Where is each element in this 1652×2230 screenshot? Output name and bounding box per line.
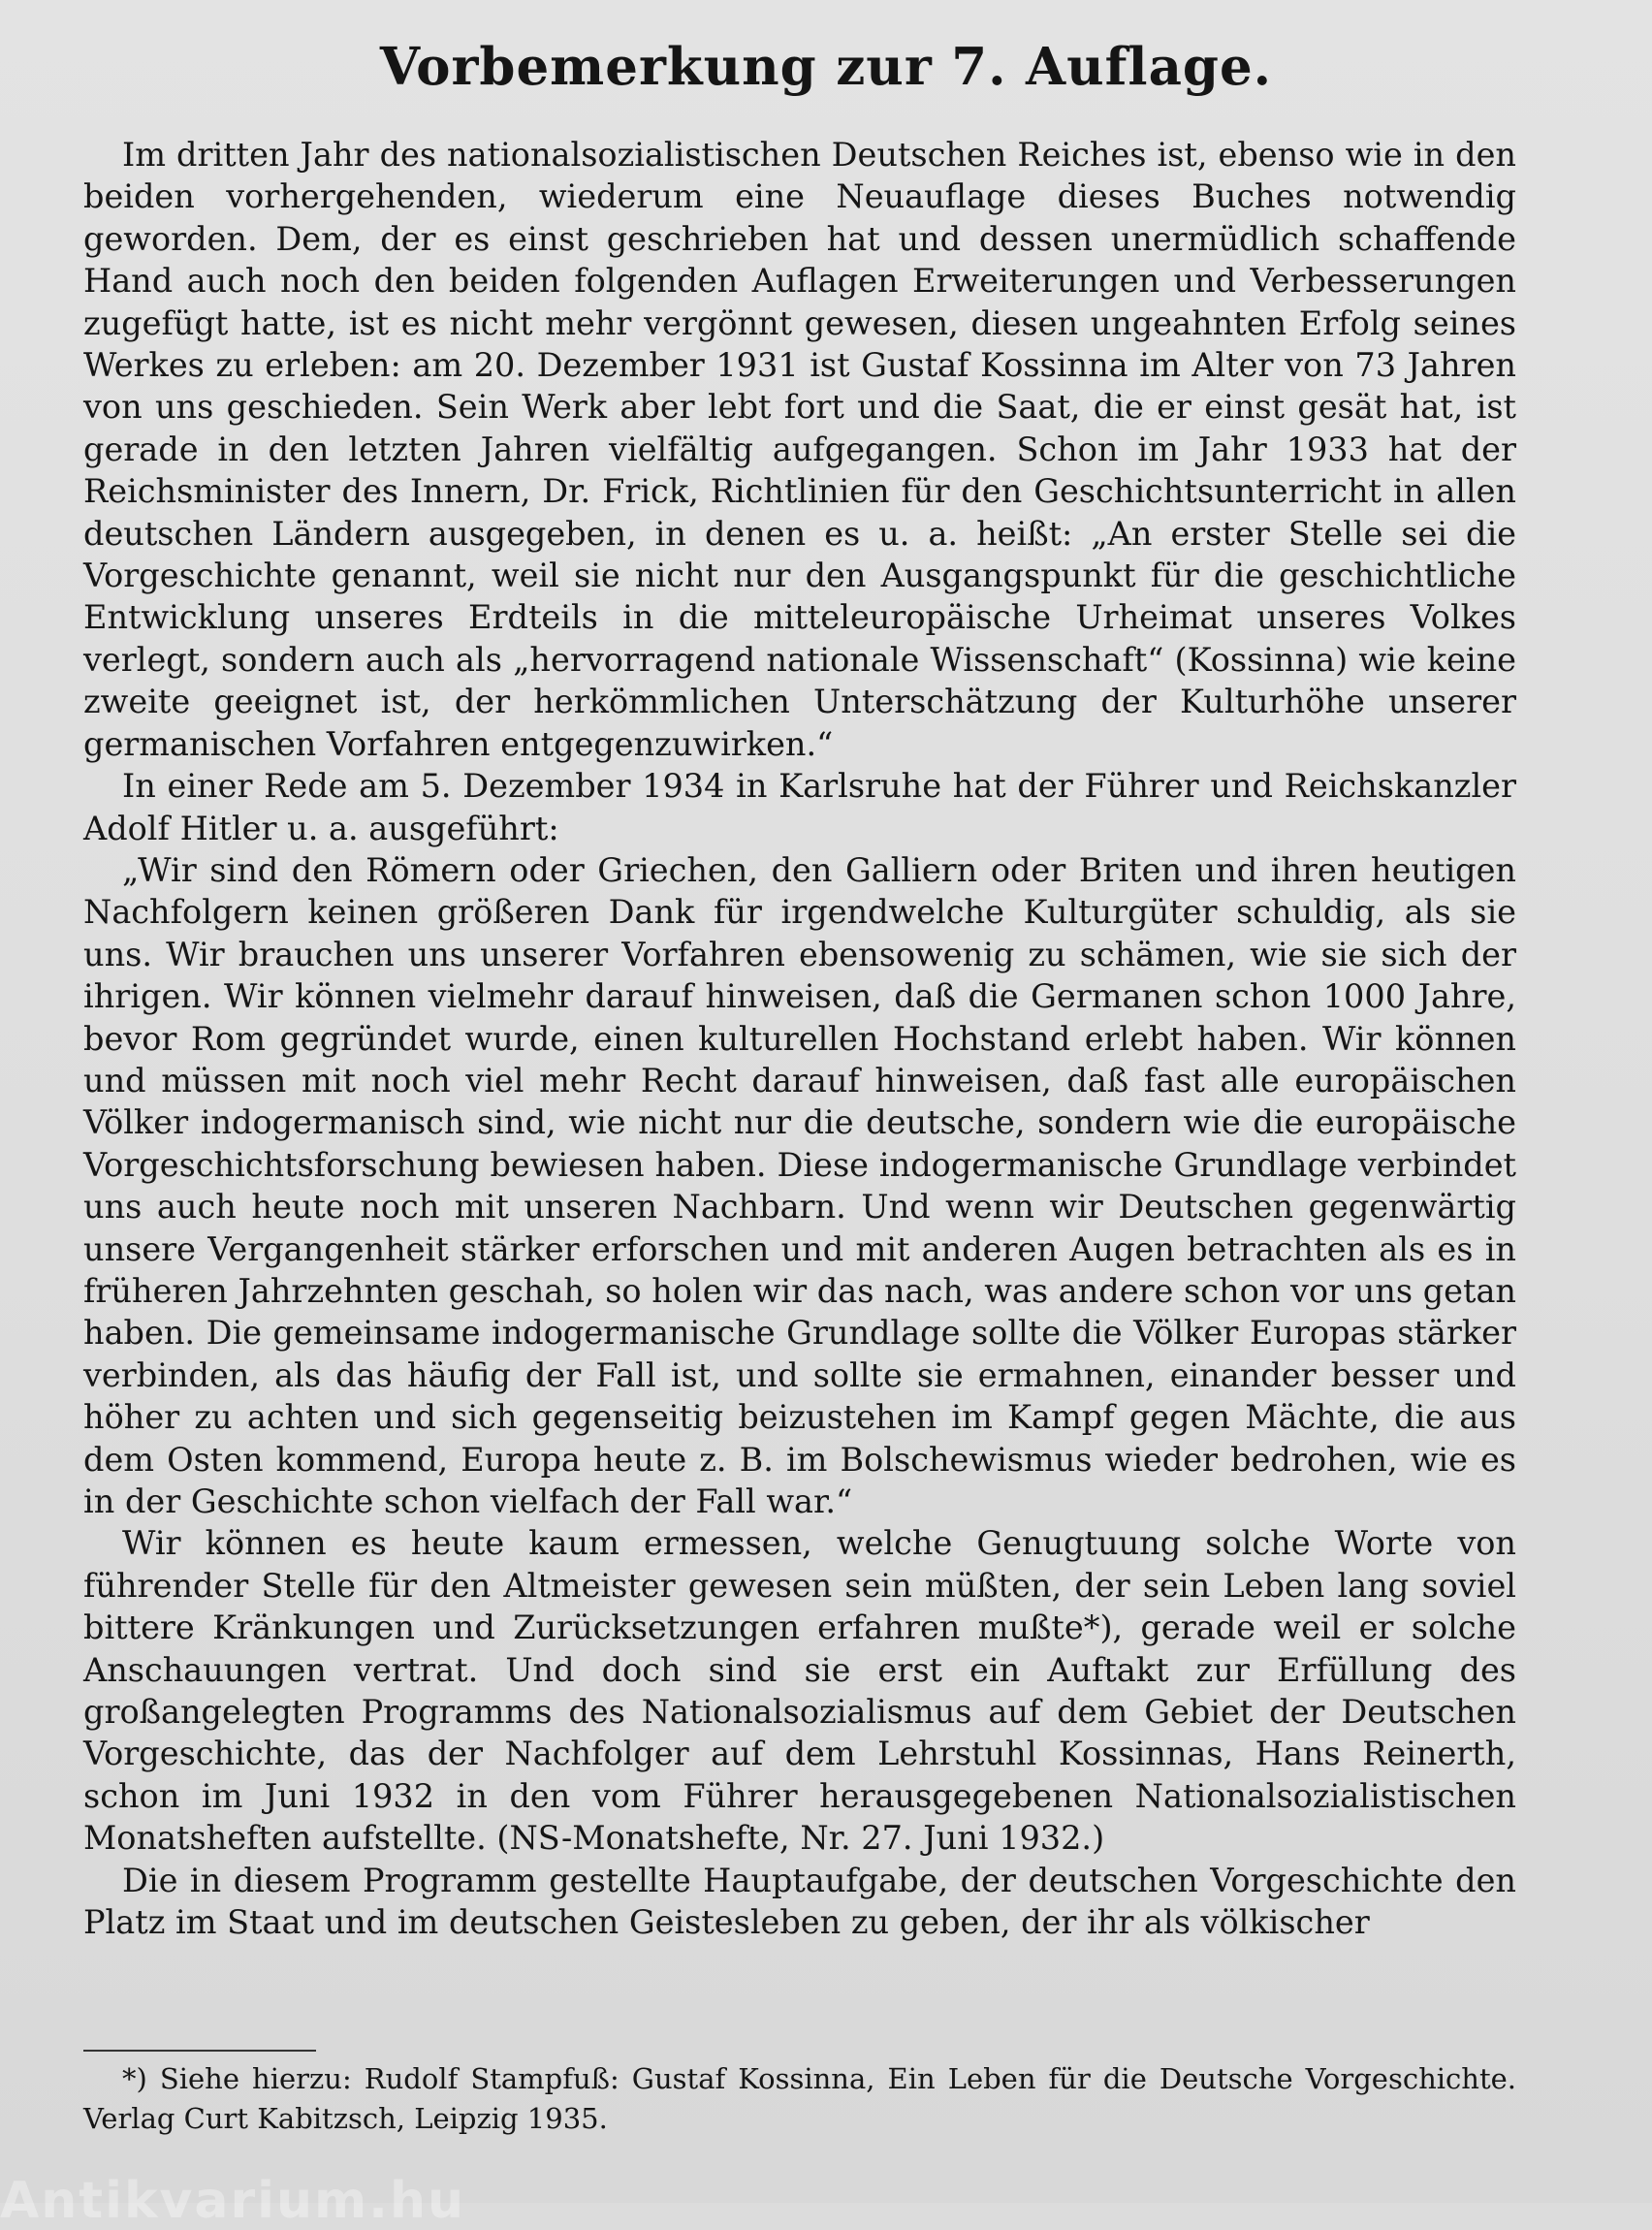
paragraph-5: Die in diesem Programm gestellte Hauptaufgabe, der deutschen Vorgeschichte den Platz im Staat und im deutschen Geistesleben zu geben, der ihr als völkischer — [83, 1861, 1516, 1942]
page-title: Vorbemerkung zur 7. Auflage. — [379, 37, 1273, 97]
paragraph-2: In einer Rede am 5. Dezember 1934 in Karlsruhe hat der Führer und Reichskanzler Adolf Hitler u. a. ausgeführt: — [83, 767, 1516, 847]
paragraph-4: Wir können es heute kaum ermessen, welche Genugtuung solche Worte von führender Stelle für den Altmeister gewesen sein müßten, der sein Leben lang soviel bittere Kränkungen und Zurücksetzungen erfahren mußte*), gerade weil er solche Anschauungen vertrat. Und doch sind sie erst ein Auftakt zur Erfüllung des großangelegten Programms des Nationalsozialismus auf dem Gebiet der Deutschen Vorgeschichte, das der Nachfolger auf dem Lehrstuhl Kossinnas, Hans Reinerth, schon im Juni 1932 in den vom Führer herausgegebenen Nationalsozialistischen Monatsheften aufstellte. (NS-Monatshefte, Nr. 27. Juni 1932.) — [83, 1524, 1516, 1858]
footnote-divider — [83, 2050, 316, 2052]
watermark: Antikvarium.hu — [0, 2172, 465, 2230]
quote-paragraph: „Wir sind den Römern oder Griechen, den Galliern oder Briten und ihren heutigen Nachfolgern keinen größeren Dank für irgendwelche Kulturgüter schuldig, als sie uns. Wir brauchen uns unserer Vorfahren ebensowenig zu schämen, wie sie sich der ihrigen. Wir können vielmehr darauf hinweisen, daß die Germanen schon 1000 Jahre, bevor Rom gegründet wurde, einen kulturellen Hochstand erlebt haben. Wir können und müssen mit noch viel mehr Recht darauf hinweisen, daß fast alle europäischen Völker indogermanisch sind, wie nicht nur die deutsche, sondern wie die europäische Vorgeschichtsforschung bewiesen haben. Diese indogermanische Grundlage verbindet uns auch heute noch mit unseren Nachbarn. Und wenn wir Deutschen gegenwärtig unsere Vergangenheit stärker erforschen und mit anderen Augen betrachten als es in früheren Jahrzehnten geschah, so holen wir das nach, was andere schon vor uns getan haben. Die gemeinsame indogermanische Grundlage sollte die Völker Europas stärker verbinden, als das häufig der Fall ist, und sollte sie ermahnen, einander besser und höher zu achten und sich gegenseitig beizustehen im Kampf gegen Mächte, die aus dem Osten kommend, Europa heute z. B. im Bolschewismus wieder bedrohen, wie es in der Geschichte schon vielfach der Fall war.“ — [83, 850, 1516, 1520]
paragraph-1: Im dritten Jahr des nationalsozialistischen Deutschen Reiches ist, ebenso wie in den beiden vorhergehenden, wiederum eine Neuauflage dieses Buches notwendig geworden. Dem, der es einst geschrieben hat und dessen unermüdlich schaffende Hand auch noch den beiden folgenden Auflagen Erweiterungen und Verbesserungen zugefügt hatte, ist es nicht mehr vergönnt gewesen, diesen ungeahnten Erfolg seines Werkes zu erleben: am 20. Dezember 1931 ist Gustaf Kossinna im Alter von 73 Jahren von uns geschieden. Sein Werk aber lebt fort und die Saat, die er einst gesät hat, ist gerade in den letzten Jahren vielfältig aufgegangen. Schon im Jahr 1933 hat der Reichsminister des Innern, Dr. Frick, Richtlinien für den Geschichtsunterricht in allen deutschen Ländern ausgegeben, in denen es u. a. heißt: „An erster Stelle sei die Vorgeschichte genannt, weil sie nicht nur den Ausgangspunkt für die geschichtliche Entwicklung unseres Erdteils in die mitteleuropäische Urheimat unseres Volkes verlegt, sondern auch als „hervorragend nationale Wissenschaft“ (Kossinna) wie keine zweite geeignet ist, der herkömmlichen Unterschätzung der Kulturhöhe unserer germanischen Vorfahren entgegenzuwirken.“ — [83, 136, 1516, 763]
footnote: *) Siehe hierzu: Rudolf Stampfuß: Gustaf Kossinna, Ein Leben für die Deutsche Vorgeschichte. Verlag Curt Kabitzsch, Leipzig 1935. — [83, 2062, 1516, 2135]
body-text — [83, 134, 1516, 1943]
